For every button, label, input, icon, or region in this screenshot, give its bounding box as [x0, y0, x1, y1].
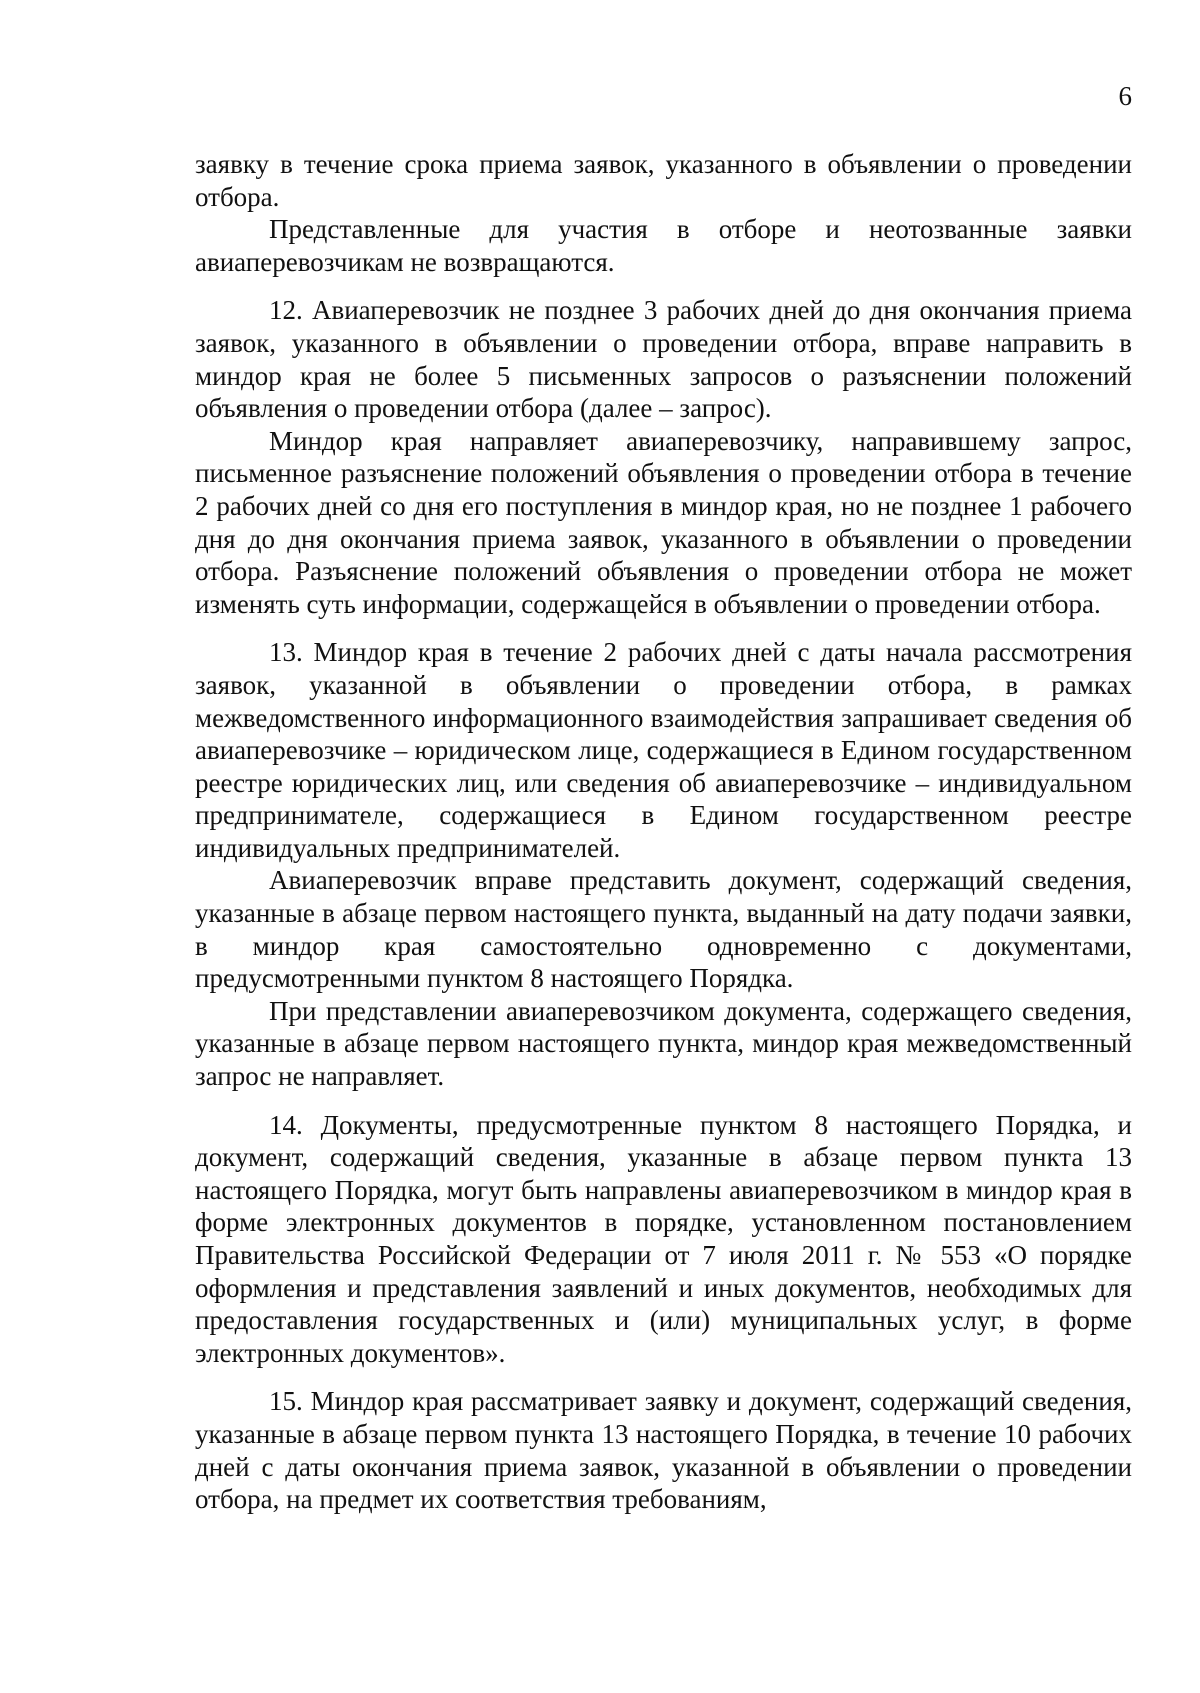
paragraph-item-12-clarification: Миндор края направляет авиаперевозчику, направившему запрос, письменное разъяснение положений объявления о проведении отбора в течение 2 рабочих дней со дня его поступления в миндор края, но не позднее 1 рабочего дня до дня окончания приема заявок, указанного в объявлении о проведении отбора. Разъяснение положений объявления о проведении отбора не может изменять суть информации, содержащейся в объявлении о проведении отбора. — [195, 425, 1132, 619]
page-number: 6 — [1118, 81, 1132, 111]
paragraph-item-13-no-request: При представлении авиаперевозчиком документа, содержащего сведения, указанные в абзаце первом настоящего пункта, миндор края межведомственный запрос не направляет. — [195, 995, 1132, 1092]
paragraph-item-12: 12. Авиаперевозчик не позднее 3 рабочих дней до дня окончания приема заявок, указанного в объявлении о проведении отбора, вправе направить в миндор края не более 5 письменных запросов о разъяснении положений объявления о проведении отбора (далее – запрос). — [195, 295, 1132, 424]
document-body — [195, 148, 1132, 1516]
paragraph-item-13-document: Авиаперевозчик вправе представить документ, содержащий сведения, указанные в абзаце первом настоящего пункта, выданный на дату подачи заявки, в миндор края самостоятельно одновременно с документами, предусмотренными пунктом 8 настоящего Порядка. — [195, 865, 1132, 994]
paragraph-applications-not-returned: Представленные для участия в отборе и неотозванные заявки авиаперевозчикам не возвращаются. — [195, 214, 1132, 277]
paragraph-item-14: 14. Документы, предусмотренные пунктом 8 настоящего Порядка, и документ, содержащий сведения, указанные в абзаце первом пункта 13 настоящего Порядка, могут быть направлены авиаперевозчиком в миндор края в форме электронных документов в порядке, установленном постановлением Правительства Российской Федерации от 7 июля 2011 г. № 553 «О порядке оформления и представления заявлений и иных документов, необходимых для предоставления государственных и (или) муниципальных услуг, в форме электронных документов». — [195, 1109, 1132, 1368]
paragraph-continuation: заявку в течение срока приема заявок, указанного в объявлении о проведении отбора. — [195, 149, 1132, 212]
paragraph-item-13: 13. Миндор края в течение 2 рабочих дней с даты начала рассмотрения заявок, указанной в объявлении о проведении отбора, в рамках межведомственного информационного взаимодействия запрашивает сведения об авиаперевозчике – юридическом лице, содержащиеся в Едином государственном реестре юридических лиц, или сведения об авиаперевозчике – индивидуальном предпринимателе, содержащиеся в Едином государственном реестре индивидуальных предпринимателей. — [195, 637, 1132, 863]
paragraph-item-15: 15. Миндор края рассматривает заявку и документ, содержащий сведения, указанные в абзаце первом пункта 13 настоящего Порядка, в течение 10 рабочих дней с даты окончания приема заявок, указанной в объявлении о проведении отбора, на предмет их соответствия требованиям, — [195, 1386, 1132, 1515]
